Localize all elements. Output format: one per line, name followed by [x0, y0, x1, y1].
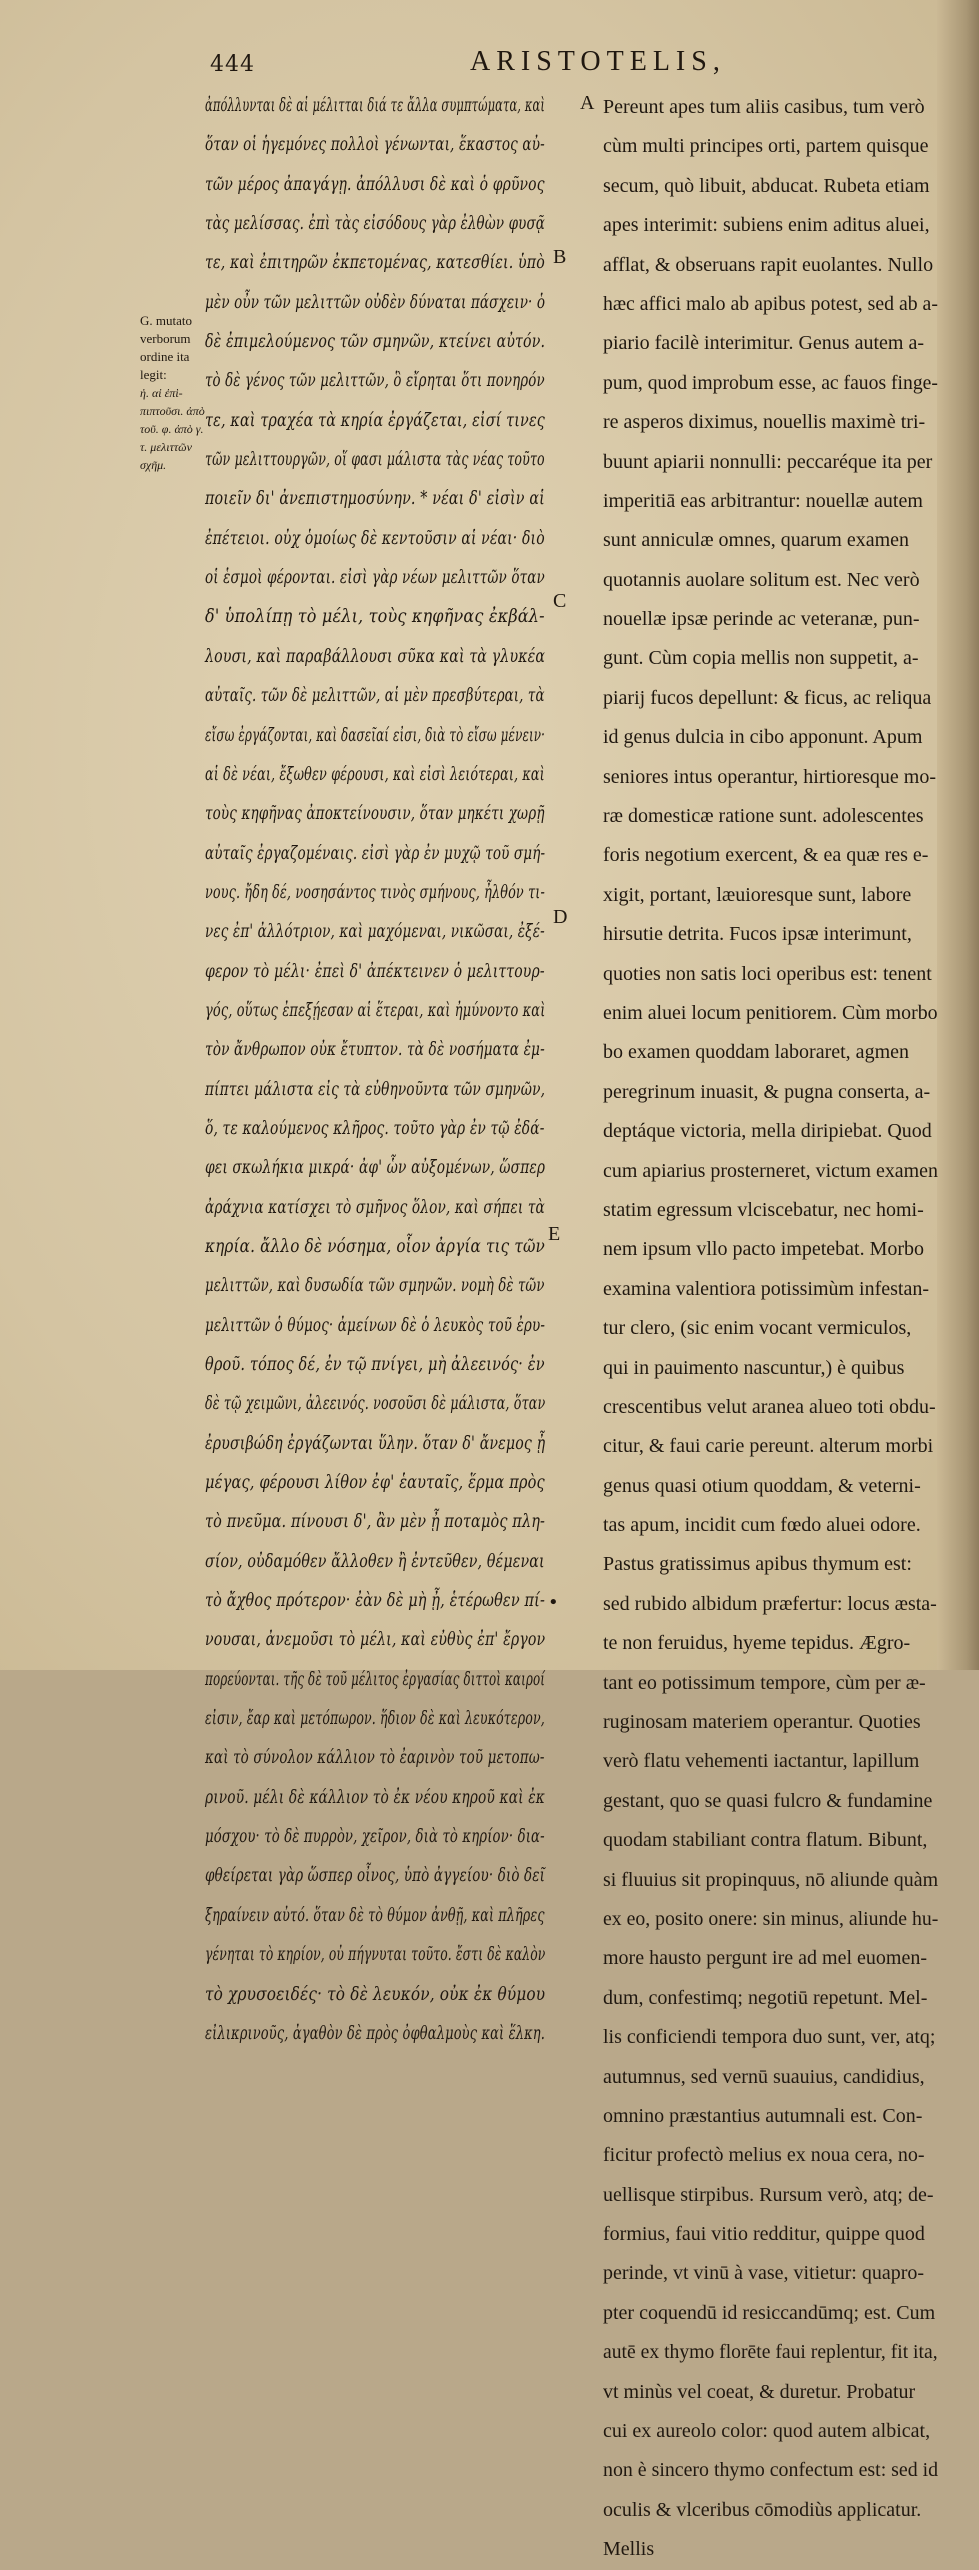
greek-text-line: οἱ ἑσμοὶ φέρονται. εἰσὶ γὰρ νέων μελιττῶν ὅταν	[205, 567, 545, 589]
greek-text-line: τὸ δὲ γένος τῶν μελιττῶν, ὃ εἴρηται ὅτι πονηρόν	[205, 370, 545, 392]
latin-text-line: foris negotium exercent, & ea quæ res e-	[603, 844, 929, 867]
latin-text-line: secum, quò libuit, abducat. Rubeta etiam	[603, 174, 930, 197]
section-letter-d: D	[553, 906, 568, 928]
greek-text-line: τὸ ἄχθος πρότερον· ἐὰν δὲ μὴ ᾖ, ἑτέρωθεν πί-	[205, 1590, 545, 1612]
latin-text-line: tant eo potissimum tempore, cùm per æ-	[603, 1671, 926, 1694]
greek-text-line: μέγας, φέρουσι λίθον ἐφ' ἑαυταῖς, ἕρμα πρὸς	[205, 1472, 545, 1494]
latin-text-line: xigit, portant, læuioresque sunt, labore	[603, 883, 912, 906]
section-letter-a: A	[580, 92, 595, 114]
latin-text-line: Pastus gratissimus apibus thymum est:	[603, 1553, 912, 1576]
latin-text-line: te non feruidus, hyeme tepidus. Ægro-	[603, 1632, 911, 1655]
greek-text-line: νουσαι, ἀνεμοῦσι τὸ μέλι, καὶ εὐθὺς ἐπ' ἔργον	[205, 1629, 546, 1651]
latin-text-line: uellisque stirpibus. Rursum verò, atq; de-	[603, 2183, 934, 2206]
greek-text-line: ὅταν οἱ ἡγεμόνες πολλοὶ γένωνται, ἕκαστος αὐ-	[205, 134, 545, 156]
latin-text-line: afflat, & obseruans rapit euolantes. Nullo	[603, 253, 934, 276]
greek-text-line: τὸ πνεῦμα. πίνουσι δ', ἂν μὲν ᾖ ποταμὸς πλη-	[205, 1511, 546, 1533]
greek-text-line: πορεύονται. τῆς δὲ τοῦ μέλιτος ἐργασίας διττοὶ καιροί	[205, 1668, 546, 1690]
greek-text-line: δὲ τῷ χειμῶνι, ἀλεεινός. νοσοῦσι δὲ μάλιστα, ὅταν	[205, 1393, 546, 1415]
greek-text-line: τε, καὶ τραχέα τὰ κηρία ἐργάζεται, εἰσί τινες	[205, 409, 545, 431]
greek-text-line: νους. ἤδη δέ, νοσησάντος τινὸς σμήνους, ἦλθόν τι-	[205, 881, 545, 903]
greek-text-line: σίον, οὐδαμόθεν ἄλλοθεν ἢ ἐντεῦθεν, θέμεναι	[205, 1550, 545, 1572]
greek-text-line: δ' ὑπολίπῃ τὸ μέλι, τοὺς κηφῆνας ἐκβάλ-	[205, 606, 545, 628]
latin-text-line: oculis & vlceribus cōmodiùs applicatur.	[603, 2498, 922, 2521]
latin-text-line: more hausto pergunt ire ad mel euomen-	[603, 1947, 927, 1970]
greek-text-line: μὲν οὖν τῶν μελιττῶν οὐδὲν δύναται πάσχειν· ὁ	[205, 291, 546, 313]
section-letter-c: C	[553, 590, 567, 612]
greek-text-line: αὐταῖς. τῶν δὲ μελιττῶν, αἱ μὲν πρεσβύτεραι, τὰ	[205, 685, 545, 707]
latin-text-line: buunt apiarii nonnulli: peccaréque ita per	[603, 450, 933, 473]
greek-text-line: θροῦ. τόπος δέ, ἐν τῷ πνίγει, μὴ ἀλεεινός· ἐν	[205, 1354, 545, 1375]
section-letter-e: E	[548, 1223, 561, 1245]
latin-text-line: gestant, quo se quasi fulcro & fundamine	[603, 1789, 933, 1812]
latin-text-line: re asperos diximus, nouellis maximè tri-	[603, 411, 926, 434]
greek-text-line: ἀπόλλυνται δὲ αἱ μέλιτται διά τε ἄλλα συμπτώματα, καὶ	[205, 95, 545, 116]
greek-text-line: τοὺς κηφῆνας ἀποκτείνουσιν, ὅταν μηκέτι χωρῇ	[205, 803, 545, 825]
greek-text-line: ξηραίνειν αὐτό. ὅταν δὲ τὸ θύμον ἀνθῇ, καὶ πλῆρες	[205, 1904, 545, 1926]
latin-text-line: cùm multi principes orti, partem quisque	[603, 135, 929, 158]
greek-text-line: ἀράχνια κατίσχει τὸ σμῆνος ὅλον, καὶ σήπει τὰ	[205, 1196, 545, 1218]
latin-text-line: autumnus, sed vernū suauius, candidius,	[603, 2065, 925, 2088]
latin-text-line: tas apum, incidit cum fœdo aluei odore.	[603, 1514, 921, 1537]
greek-text-line: τῶν μέρος ἀπαγάγῃ. ἀπόλλυσι δὲ καὶ ὁ φρῦνος	[205, 173, 545, 195]
latin-text-line: gunt. Cùm copia mellis non suppetit, a-	[603, 647, 919, 670]
greek-text-line: λουσι, καὶ παραβάλλουσι σῦκα καὶ τὰ γλυκέα	[205, 645, 546, 667]
latin-text-line: lis conficiendi tempora duo sunt, ver, atq;	[603, 2026, 936, 2049]
greek-text-line: ἐρυσιβώδη ἐργάζωνται ὕλην. ὅταν δ' ἄνεμος ᾖ	[205, 1432, 546, 1454]
greek-text-line: φερον τὸ μέλι· ἐπεὶ δ' ἀπέκτεινεν ὁ μελιττουρ-	[205, 960, 545, 982]
latin-text-line: sunt anniculæ omnes, quarum examen	[603, 529, 910, 552]
greek-text-line: εἰσιν, ἔαρ καὶ μετόπωρον. ἥδιον δὲ καὶ λευκότερον,	[205, 1708, 545, 1730]
greek-text-line: ρινοῦ. μέλι δὲ κάλλιον τὸ ἐκ νέου κηροῦ καὶ ἐκ	[205, 1786, 545, 1808]
margin-note-greek: ἡ. αἱ ἐπὶ- πιπτοῦσι. ἀπὸ τοῦ. φ. ἀπὸ γ. τ. μελιττῶν σχῆμ.	[140, 386, 205, 472]
greek-text-line: καὶ τὸ σύνολον κάλλιον τὸ ἐαρινὸν τοῦ μετοπω-	[205, 1747, 545, 1769]
latin-text-line: si fluuius sit propinquus, nō aliunde quàm	[603, 1868, 939, 1891]
latin-text-line: examina valentiora potissimùm infestan-	[603, 1277, 930, 1300]
greek-text-line: αὐταῖς ἐργαζομέναις. εἰσὶ γὰρ ἐν μυχῷ τοῦ σμή-	[205, 842, 546, 864]
greek-text-line: εἰλικρινοῦς, ἀγαθὸν δὲ πρὸς ὀφθαλμοὺς καὶ ἕλκη.	[205, 2022, 546, 2044]
ink-mark: •	[548, 1592, 559, 1613]
latin-text-line: apes interimit: subiens enim aditus aluei,	[603, 214, 930, 237]
page-number: 444	[210, 52, 255, 77]
greek-text-line: γός, οὕτως ἐπεξῄεσαν αἱ ἕτεραι, καὶ ἠμύνοντο καὶ	[205, 999, 546, 1021]
latin-text-line: formius, faui vitio redditur, quippe quod	[603, 2223, 925, 2246]
running-title: ARISTOTELIS,	[470, 46, 726, 77]
greek-text-line: μελιττῶν, καὶ δυσωδία τῶν σμηνῶν. νομὴ δὲ τῶν	[205, 1275, 545, 1297]
section-letter-b: B	[553, 246, 567, 268]
greek-text-line: εἴσω ἐργάζονται, καὶ δασεῖαί εἰσι, διὰ τὸ εἴσω μένειν·	[205, 724, 546, 746]
latin-text-column	[603, 88, 938, 2570]
latin-text-line: quoties non satis loci operibus est: tenent	[603, 962, 932, 985]
greek-text-column	[205, 86, 575, 2053]
latin-text-line: pter coquendū id resiccandūmq; est. Cum	[603, 2301, 936, 2324]
latin-text-line: Mellis	[603, 2538, 655, 2561]
latin-text-line: dum, confestimq; negotiū repetunt. Mel-	[603, 1986, 928, 2009]
latin-text-line: enim aluei locum penitiorem. Cùm morbo	[603, 1001, 938, 1024]
greek-text-line: τὸν ἄνθρωπον οὐκ ἔτυπτον. τὰ δὲ νοσήματα ἐμ-	[205, 1039, 545, 1061]
greek-text-line: νες ἐπ' ἀλλότριον, καὶ μαχόμεναι, νικῶσαι, ἐξέ-	[205, 921, 545, 943]
greek-text-line: μόσχου· τὸ δὲ πυρρὸν, χεῖρον, διὰ τὸ κηρίον· δια-	[205, 1826, 545, 1848]
greek-text-line: ποιεῖν δι' ἀνεπιστημοσύνην. * νέαι δ' εἰσὶν αἱ	[205, 488, 545, 510]
greek-text-line: τῶν μελιττουργῶν, οἵ φασι μάλιστα τὰς νέας τοῦτο	[205, 449, 545, 471]
latin-text-line: perinde, vt vinū à vase, vitietur: quapro-	[603, 2262, 925, 2285]
latin-text-line: vt minùs vel coeat, & duretur. Probatur	[603, 2380, 916, 2403]
greek-text-line: γένηται τὸ κηρίον, οὐ πήγνυται τοῦτο. ἔστι δὲ καλὸν	[205, 1944, 546, 1966]
latin-text-line: non è sincero thymo confectum est: sed id	[603, 2459, 939, 2482]
latin-text-line: genus quasi otium quoddam, & veterni-	[603, 1474, 921, 1497]
margin-note-text: G. mutato verborum ordine ita legit:	[140, 313, 192, 382]
latin-text-line: ficitur profectò melius ex noua cera, no-	[603, 2144, 925, 2167]
latin-text-line: pum, quod improbum esse, ac fauos finge-	[603, 371, 938, 394]
greek-text-line: αἱ δὲ νέαι, ἔξωθεν φέρουσι, καὶ εἰσὶ λειότεραι, καὶ	[205, 763, 545, 785]
latin-text-line: qui in pauimento nascuntur,) è quibus	[603, 1356, 905, 1379]
latin-text-line: quotannis auolare solitum est. Nec verò	[603, 568, 920, 591]
latin-text-line: statim egressum vlciscebatur, nec homi-	[603, 1198, 924, 1221]
greek-text-line: τὸ χρυσοειδές· τὸ δὲ λευκόν, οὐκ ἐκ θύμου	[205, 1983, 546, 2005]
latin-text-line: piarij fucos depellunt: & ficus, ac reliqua	[603, 686, 932, 709]
latin-text-line: bo examen quoddam laboraret, agmen	[603, 1041, 909, 1064]
latin-text-line: Pereunt apes tum aliis casibus, tum verò	[603, 96, 925, 118]
greek-text-line: κηρία. ἄλλο δὲ νόσημα, οἷον ἀργία τις τῶν	[205, 1235, 545, 1257]
latin-text-line: ræ domesticæ ratione sunt. adolescentes	[603, 805, 924, 828]
greek-text-line: τε, καὶ ἐπιτηρῶν ἐκπετομένας, κατεσθίει. ὑπὸ	[205, 252, 545, 274]
greek-text-line: φθείρεται γὰρ ὥσπερ οἶνος, ὑπὸ ἀγγείου· διὸ δεῖ	[205, 1865, 546, 1887]
latin-text-line: sed rubido albidum præfertur: locus æsta-	[603, 1592, 937, 1615]
latin-text-line: ex eo, posito onere: sin minus, aliunde hu-	[603, 1907, 939, 1930]
latin-text-line: autē ex thymo florēte faui replentur, fit ita,	[603, 2341, 938, 2364]
greek-text-line: τὰς μελίσσας. ἐπὶ τὰς εἰσόδους γὰρ ἐλθὼν φυσᾷ	[205, 213, 545, 235]
margin-note	[140, 312, 206, 474]
page-edge	[937, 0, 979, 1670]
latin-text-line: citur, & faui carie pereunt. alterum morbi	[603, 1435, 934, 1458]
latin-text-line: cum apiarius prosterneret, victum examen	[603, 1159, 938, 1182]
latin-text-line: seniores intus operantur, hirtioresque mo-	[603, 765, 937, 788]
latin-text-line: ruginosam materiem operantur. Quoties	[603, 1711, 921, 1734]
greek-text-line: μελιττῶν ὁ θύμος· ἀμείνων δὲ ὁ λευκὸς τοῦ ἐρυ-	[205, 1314, 546, 1336]
latin-text-line: hæc affici malo ab apibus potest, sed ab a-	[603, 292, 938, 315]
latin-text-line: omnino præstantius autumnali est. Con-	[603, 2104, 923, 2127]
latin-text-line: deptáque victoria, mella diripiebat. Quod	[603, 1120, 932, 1143]
latin-text-line: cui ex aureolo color: quod autem albicat,	[603, 2420, 931, 2443]
greek-text-line: ἐπέτειοι. οὐχ ὁμοίως δὲ κεντοῦσιν αἱ νέαι· διὸ	[205, 527, 545, 549]
latin-text-line: piario facilè interimitur. Genus autem a-	[603, 332, 924, 355]
latin-text-line: hirsutie detrita. Fucos ipsæ interimunt,	[603, 923, 912, 946]
latin-text-line: verò flatu vehementi iactantur, lapillum	[603, 1750, 920, 1773]
greek-text-line: πίπτει μάλιστα εἰς τὰ εὐθηνοῦντα τῶν σμηνῶν,	[205, 1078, 546, 1100]
latin-text-line: tur clero, (sic enim vocant vermiculos,	[603, 1317, 912, 1340]
greek-text-line: ὅ, τε καλούμενος κλῆρος. τοῦτο γὰρ ἐν τῷ ἐδά-	[205, 1117, 545, 1139]
greek-text-line: δὲ ἐπιμελούμενος τῶν σμηνῶν, κτείνει αὐτόν.	[205, 331, 546, 353]
latin-text-line: nem ipsum vllo pacto impetebat. Morbo	[603, 1238, 925, 1261]
latin-text-line: imperitiā eas arbitrantur: nouellæ autem	[603, 489, 923, 512]
latin-text-line: nouellæ ipsæ perinde ac veteranæ, pun-	[603, 608, 920, 631]
latin-text-line: peregrinum inuasit, & pugna conserta, a-	[603, 1080, 931, 1103]
latin-text-line: quodam stabiliant contra flatum. Bibunt,	[603, 1829, 928, 1852]
greek-text-line: φει σκωλήκια μικρά· ἀφ' ὧν αὐξομένων, ὥσπερ	[205, 1157, 546, 1179]
latin-text-line: crescentibus velut aranea alueo toti obdu-	[603, 1395, 936, 1418]
latin-text-line: id genus dulcia in cibo apponunt. Apum	[603, 726, 923, 749]
